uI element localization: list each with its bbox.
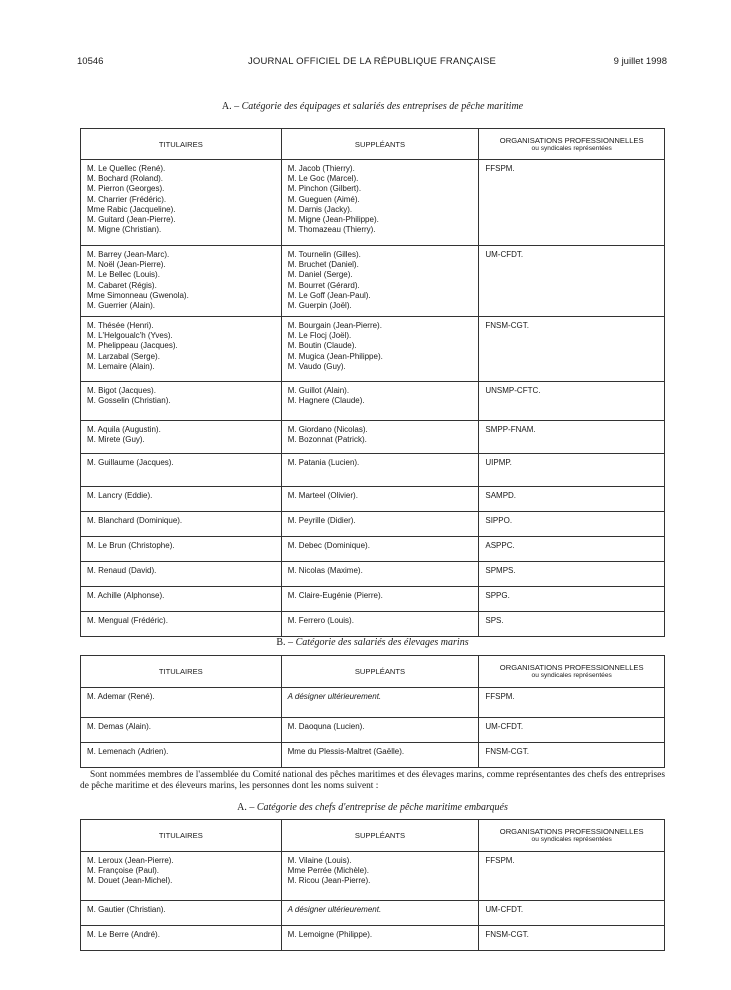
titulaire-name: M. Pierron (Georges). — [87, 184, 165, 194]
section-letter: B. – — [276, 637, 294, 648]
suppleant-name: M. Migne (Jean-Philippe). — [287, 215, 379, 225]
titulaire-name: M. Mirete (Guy). — [87, 435, 145, 445]
organisation-cell — [479, 454, 665, 487]
suppleant-name: M. Pinchon (Gilbert). — [287, 184, 362, 194]
table-row — [81, 382, 665, 421]
organisation-name: FNSM-CGT. — [485, 747, 529, 756]
organisation-wrap — [479, 901, 664, 918]
titulaires-cell — [81, 688, 282, 718]
section-title-text: Catégorie des salariés des élevages marins — [295, 637, 469, 648]
organisation-name: FFSPM. — [485, 856, 515, 865]
organisation-name: ASPPC. — [485, 541, 515, 550]
organisation-wrap — [479, 852, 664, 869]
organisation-cell — [479, 421, 665, 454]
suppleants-cell — [281, 852, 479, 901]
titulaires-list — [81, 926, 281, 943]
titulaires-list — [81, 718, 281, 735]
titulaires-cell — [81, 901, 282, 926]
suppleants-list — [282, 512, 479, 529]
suppleants-list — [282, 926, 479, 943]
titulaires-list — [81, 743, 281, 760]
suppleant-name: M. Mugica (Jean-Philippe). — [287, 351, 383, 361]
organisation-cell — [479, 562, 665, 587]
table-row — [81, 487, 665, 512]
section-letter: A. – — [237, 802, 255, 813]
suppleants-cell — [281, 487, 479, 512]
table-row — [81, 421, 665, 454]
organisation-wrap — [479, 454, 664, 471]
suppleant-name: M. Guillot (Alain). — [287, 386, 350, 395]
titulaires-list — [81, 454, 281, 471]
suppleant-name: M. Le Goc (Marcel). — [287, 174, 359, 184]
suppleants-list — [282, 246, 479, 314]
titulaire-name: M. Renaud (David). — [87, 566, 157, 575]
organisation-wrap — [479, 246, 664, 263]
table-row — [81, 512, 665, 537]
table-row — [81, 926, 665, 951]
suppleant-name: M. Jacob (Thierry). — [287, 164, 355, 173]
suppleant-name: M. Bruchet (Daniel). — [287, 260, 359, 270]
page-header — [77, 56, 667, 70]
titulaires-list — [81, 562, 281, 579]
titulaire-name: M. Noël (Jean-Pierre). — [87, 260, 166, 270]
table-row — [81, 246, 665, 317]
titulaire-name: M. Guerrier (Alain). — [87, 301, 156, 311]
titulaires-list — [81, 612, 281, 629]
organisation-cell — [479, 382, 665, 421]
organisation-name: FNSM-CGT. — [485, 321, 529, 330]
titulaires-cell — [81, 537, 282, 562]
titulaires-cell — [81, 382, 282, 421]
titulaires-list — [81, 537, 281, 554]
suppleant-name: M. Vilaine (Louis). — [287, 856, 352, 865]
organisation-wrap — [479, 718, 664, 735]
titulaire-name: M. Lancry (Eddie). — [87, 491, 153, 500]
titulaire-name: M. Le Berre (André). — [87, 930, 160, 939]
suppleant-name: M. Tournelin (Gilles). — [287, 250, 361, 259]
section-letter: A. – — [221, 101, 240, 112]
column-header-suppleants: SUPPLÉANTS — [281, 129, 479, 160]
suppleant-name: M. Thomazeau (Thierry). — [287, 225, 376, 235]
suppleants-cell — [281, 246, 479, 317]
table-row — [81, 160, 665, 246]
suppleant-name: M. Peyrille (Didier). — [287, 516, 356, 525]
suppleant-name: Mme Perrée (Michèle). — [287, 866, 370, 876]
table-header-row — [81, 656, 665, 688]
organisation-cell — [479, 688, 665, 718]
titulaire-name: M. Bigot (Jacques). — [87, 386, 156, 395]
table-row — [81, 612, 665, 637]
titulaires-list — [81, 160, 281, 238]
organisation-wrap — [479, 562, 664, 579]
titulaire-name: M. Aquila (Augustin). — [87, 425, 161, 434]
column-header-organisations-sub: ou syndicales représentées — [531, 836, 612, 843]
titulaire-name: M. Leroux (Jean-Pierre). — [87, 856, 174, 865]
titulaire-name: M. Barrey (Jean-Marc). — [87, 250, 170, 259]
suppleants-list — [282, 901, 479, 918]
organisation-wrap — [479, 512, 664, 529]
suppleants-cell — [281, 587, 479, 612]
table-row — [81, 454, 665, 487]
titulaires-cell — [81, 562, 282, 587]
titulaire-name: M. Achille (Alphonse). — [87, 591, 165, 600]
suppleants-cell — [281, 718, 479, 743]
organisation-cell — [479, 537, 665, 562]
table-header-row — [81, 820, 665, 852]
suppleant-name: M. Darnis (Jacky). — [287, 204, 353, 214]
suppleants-cell — [281, 421, 479, 454]
organisation-name: FFSPM. — [485, 164, 515, 173]
suppleant-name: Mme du Plessis-Maltret (Gaëlle). — [287, 747, 405, 756]
titulaires-list — [81, 587, 281, 604]
organisation-name: SMPP-FNAM. — [485, 425, 536, 434]
section-title-text: Catégorie des chefs d'entreprise de pêche maritime embarqués — [256, 802, 508, 813]
titulaires-cell — [81, 421, 282, 454]
titulaire-name: M. Gautier (Christian). — [87, 905, 166, 914]
suppleants-list — [282, 454, 479, 471]
organisation-wrap — [479, 688, 664, 705]
titulaire-name: M. Cabaret (Régis). — [87, 280, 157, 290]
suppleants-list — [282, 421, 479, 448]
suppleants-list — [282, 160, 479, 238]
suppleant-name: M. Guerpin (Joël). — [287, 301, 352, 311]
titulaire-name: M. Guillaume (Jacques). — [87, 458, 174, 467]
suppleant-name: M. Vaudo (Guy). — [287, 361, 346, 371]
organisation-wrap — [479, 382, 664, 399]
titulaire-name: M. Le Bellec (Louis). — [87, 270, 160, 280]
organisation-cell — [479, 926, 665, 951]
suppleants-list — [282, 612, 479, 629]
organisation-name: UM-CFDT. — [485, 905, 524, 914]
titulaires-list — [81, 421, 281, 448]
organisation-name: UM-CFDT. — [485, 250, 524, 259]
suppleant-name: M. Claire-Eugénie (Pierre). — [287, 591, 383, 600]
titulaire-name: M. Le Brun (Christophe). — [87, 541, 175, 550]
titulaire-name: M. Demas (Alain). — [87, 722, 152, 731]
column-header-organisations — [479, 820, 665, 852]
table-row — [81, 562, 665, 587]
nomination-paragraph — [80, 770, 665, 792]
section-title-equipages — [80, 101, 665, 112]
titulaires-list — [81, 487, 281, 504]
organisation-cell — [479, 901, 665, 926]
suppleant-name: M. Le Flocj (Joël). — [287, 331, 352, 341]
table-row — [81, 317, 665, 382]
column-header-titulaires: TITULAIRES — [81, 656, 282, 688]
titulaire-name: M. Larzabal (Serge). — [87, 351, 160, 361]
suppleant-name: M. Bourgain (Jean-Pierre). — [287, 321, 382, 330]
suppleants-cell — [281, 562, 479, 587]
titulaire-name: M. Mengual (Frédéric). — [87, 616, 168, 625]
section-title-text: Catégorie des équipages et salariés des entreprises de pêche maritime — [241, 101, 524, 112]
suppleant-name: M. Marteel (Olivier). — [287, 491, 358, 500]
organisation-wrap — [479, 926, 664, 943]
suppleants-cell — [281, 317, 479, 382]
column-header-suppleants: SUPPLÉANTS — [281, 656, 479, 688]
titulaire-name: Mme Rabic (Jacqueline). — [87, 204, 176, 214]
titulaires-list — [81, 901, 281, 918]
titulaires-cell — [81, 587, 282, 612]
organisation-cell — [479, 612, 665, 637]
section-title-chefs — [80, 802, 665, 813]
journal-title: JOURNAL OFFICIEL DE LA RÉPUBLIQUE FRANÇAISE — [247, 56, 497, 67]
organisation-cell — [479, 718, 665, 743]
titulaire-name: M. L'Helgoualc'h (Yves). — [87, 331, 173, 341]
organisation-wrap — [479, 612, 664, 629]
column-header-titulaires: TITULAIRES — [81, 129, 282, 160]
organisation-name: SPPG. — [485, 591, 510, 600]
column-header-organisations — [479, 656, 665, 688]
suppleant-name: M. Bozonnat (Patrick). — [287, 435, 367, 445]
suppleant-name: M. Daoquna (Lucien). — [287, 722, 365, 731]
titulaires-cell — [81, 852, 282, 901]
organisation-wrap — [479, 537, 664, 554]
organisation-wrap — [479, 160, 664, 177]
table-row — [81, 587, 665, 612]
suppleants-list — [282, 718, 479, 735]
suppleant-name: M. Lemoigne (Philippe). — [287, 930, 373, 939]
suppleants-cell — [281, 160, 479, 246]
column-header-organisations-label: ORGANISATIONS PROFESSIONNELLES — [499, 663, 644, 672]
titulaire-name: M. Douet (Jean-Michel). — [87, 876, 173, 886]
titulaire-name: M. Phelippeau (Jacques). — [87, 341, 178, 351]
organisation-cell — [479, 587, 665, 612]
suppleants-cell — [281, 926, 479, 951]
suppleants-list — [282, 317, 479, 375]
column-header-organisations — [479, 129, 665, 160]
titulaires-cell — [81, 512, 282, 537]
organisation-cell — [479, 743, 665, 768]
section-title-elevages — [80, 637, 665, 648]
titulaires-cell — [81, 246, 282, 317]
suppleants-cell — [281, 512, 479, 537]
column-header-organisations-sub: ou syndicales représentées — [531, 672, 612, 679]
titulaire-name: M. Thésée (Henri). — [87, 321, 154, 330]
titulaire-name: M. Lemenach (Adrien). — [87, 747, 169, 756]
suppleant-name: M. Giordano (Nicolas). — [287, 425, 368, 434]
suppleant-name: M. Boutin (Claude). — [287, 341, 357, 351]
suppleant-name: M. Patania (Lucien). — [287, 458, 360, 467]
organisation-cell — [479, 487, 665, 512]
organisation-wrap — [479, 743, 664, 760]
page-number: 10546 — [77, 56, 104, 67]
suppleants-list — [282, 382, 479, 409]
suppleants-list — [282, 852, 479, 890]
table-elevages — [80, 655, 665, 768]
suppleant-name: M. Hagnere (Claude). — [287, 396, 365, 406]
titulaires-cell — [81, 743, 282, 768]
suppleant-name: M. Le Goff (Jean-Paul). — [287, 290, 371, 300]
suppleant-name: M. Nicolas (Maxime). — [287, 566, 363, 575]
suppleant-name: M. Debec (Dominique). — [287, 541, 370, 550]
titulaire-name: M. Charrier (Frédéric). — [87, 194, 167, 204]
organisation-name: SPS. — [485, 616, 504, 625]
titulaires-list — [81, 317, 281, 375]
suppleant-name: M. Ricou (Jean-Pierre). — [287, 876, 371, 886]
titulaires-list — [81, 246, 281, 314]
suppleants-cell — [281, 454, 479, 487]
titulaires-cell — [81, 454, 282, 487]
titulaire-name: M. Le Quellec (René). — [87, 164, 166, 173]
titulaire-name: M. Françoise (Paul). — [87, 866, 160, 876]
organisation-name: SPMPS. — [485, 566, 516, 575]
titulaires-cell — [81, 487, 282, 512]
organisation-wrap — [479, 487, 664, 504]
organisation-wrap — [479, 421, 664, 438]
organisation-name: SAMPD. — [485, 491, 517, 500]
suppleants-cell — [281, 612, 479, 637]
suppleants-cell — [281, 901, 479, 926]
table-row — [81, 718, 665, 743]
table-chefs — [80, 819, 665, 951]
organisation-name: UNSMP-CFTC. — [485, 386, 541, 395]
suppleants-cell — [281, 537, 479, 562]
suppleants-list — [282, 537, 479, 554]
organisation-cell — [479, 852, 665, 901]
column-header-suppleants: SUPPLÉANTS — [281, 820, 479, 852]
column-header-organisations-label: ORGANISATIONS PROFESSIONNELLES — [499, 135, 644, 145]
suppleant-name: M. Gueguen (Aimé). — [287, 194, 360, 204]
table-row — [81, 852, 665, 901]
organisation-cell — [479, 246, 665, 317]
suppleant-name: M. Ferrero (Louis). — [287, 616, 354, 625]
column-header-organisations-sub: ou syndicales représentées — [531, 144, 612, 152]
suppleant-name: A désigner ultérieurement. — [287, 905, 382, 914]
publication-date: 9 juillet 1998 — [613, 56, 667, 67]
organisation-name: FNSM-CGT. — [485, 930, 529, 939]
paragraph-line-1: Sont nommées membres de l'assemblée du Comité national des pêches maritimes et des élevages marins, comme représentantes des chefs — [90, 770, 608, 780]
titulaire-name: M. Migne (Christian). — [87, 225, 162, 235]
suppleants-list — [282, 562, 479, 579]
titulaire-name: M. Ademar (René). — [87, 692, 155, 701]
organisation-name: UM-CFDT. — [485, 722, 524, 731]
organisation-cell — [479, 160, 665, 246]
organisation-name: UIPMP. — [485, 458, 512, 467]
titulaires-list — [81, 688, 281, 705]
organisation-name: SIPPO. — [485, 516, 513, 525]
suppleants-cell — [281, 688, 479, 718]
titulaire-name: M. Lemaire (Alain). — [87, 361, 155, 371]
suppleants-list — [282, 688, 479, 705]
organisation-wrap — [479, 317, 664, 334]
table-row — [81, 901, 665, 926]
table-equipages — [80, 128, 665, 637]
table-header-row — [81, 129, 665, 160]
organisation-cell — [479, 317, 665, 382]
titulaires-list — [81, 382, 281, 409]
column-header-titulaires: TITULAIRES — [81, 820, 282, 852]
table-row — [81, 537, 665, 562]
titulaire-name: M. Guitard (Jean-Pierre). — [87, 215, 176, 225]
organisation-wrap — [479, 587, 664, 604]
suppleant-name: A désigner ultérieurement. — [287, 692, 382, 701]
table-row — [81, 688, 665, 718]
titulaires-cell — [81, 718, 282, 743]
suppleants-list — [282, 587, 479, 604]
table-row — [81, 743, 665, 768]
titulaires-cell — [81, 612, 282, 637]
titulaires-cell — [81, 926, 282, 951]
paragraph-line-2: des entreprises de pêche maritime et des éleveurs marins, les personnes dont les noms suivent : — [80, 770, 665, 791]
titulaires-list — [81, 512, 281, 529]
titulaires-list — [81, 852, 281, 890]
suppleants-cell — [281, 382, 479, 421]
suppleant-name: M. Bourret (Gérard). — [287, 280, 360, 290]
suppleants-list — [282, 743, 479, 760]
suppleants-list — [282, 487, 479, 504]
suppleants-cell — [281, 743, 479, 768]
suppleant-name: M. Daniel (Serge). — [287, 270, 353, 280]
column-header-organisations-label: ORGANISATIONS PROFESSIONNELLES — [499, 827, 644, 836]
organisation-cell — [479, 512, 665, 537]
titulaire-name: Mme Simonneau (Gwenola). — [87, 290, 189, 300]
titulaires-cell — [81, 317, 282, 382]
titulaire-name: M. Bochard (Roland). — [87, 174, 164, 184]
titulaire-name: M. Blanchard (Dominique). — [87, 516, 183, 525]
titulaire-name: M. Gosselin (Christian). — [87, 396, 171, 406]
organisation-name: FFSPM. — [485, 692, 515, 701]
titulaires-cell — [81, 160, 282, 246]
